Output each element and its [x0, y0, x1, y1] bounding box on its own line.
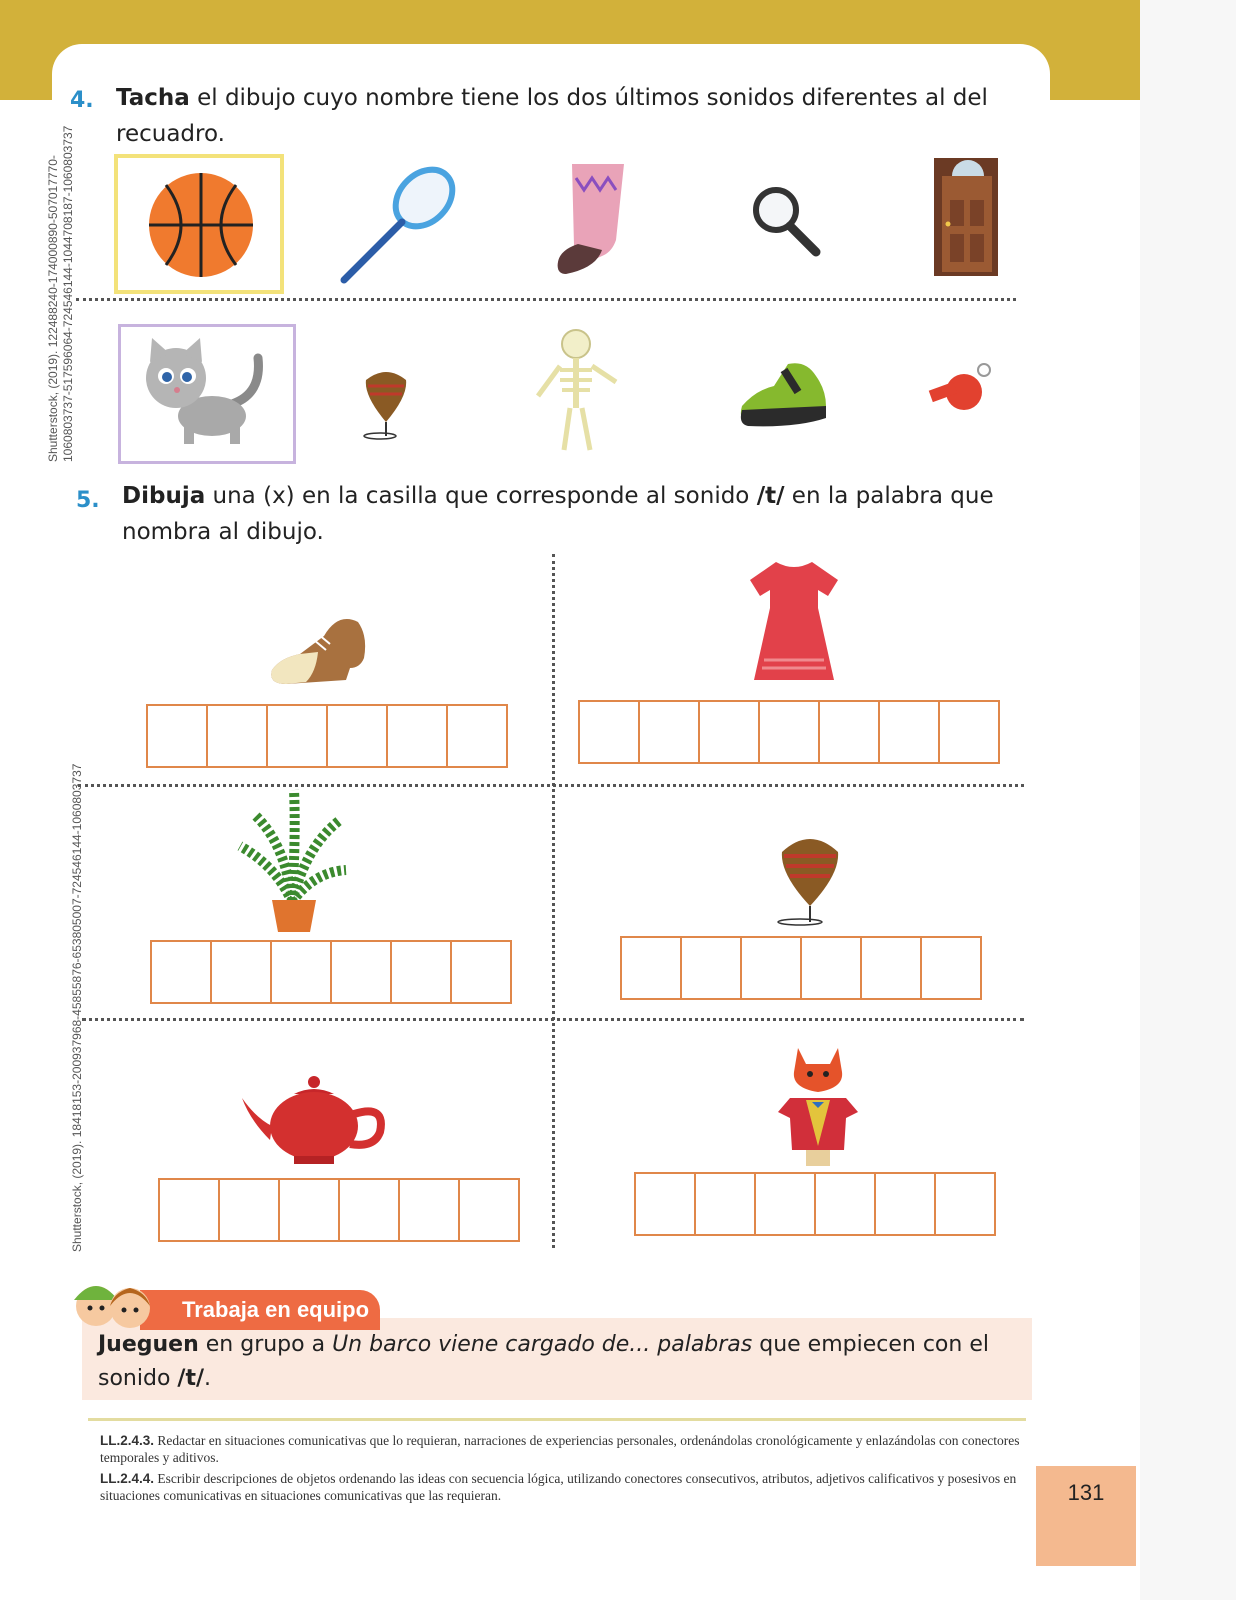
exercise-4-text: el dibujo cuyo nombre tiene los dos últimos sonidos diferentes al del recuadro. — [116, 85, 988, 147]
grid-divider-horizontal-1 — [78, 784, 1024, 787]
whistle-picture[interactable] — [928, 362, 994, 414]
magnifying-glass-picture[interactable] — [750, 186, 826, 258]
skeleton-picture[interactable] — [526, 326, 626, 456]
letter-box[interactable] — [206, 704, 268, 768]
team-work-text-before: en grupo a — [198, 1332, 333, 1357]
letter-box[interactable] — [818, 700, 880, 764]
oxford-shoe-picture[interactable] — [266, 606, 370, 690]
letter-box[interactable] — [458, 1178, 520, 1242]
team-work-label: Trabaja en equipo — [140, 1290, 380, 1330]
letter-box[interactable] — [210, 940, 272, 1004]
team-work-game: Un barco viene cargado de... palabras — [332, 1332, 753, 1357]
letter-box[interactable] — [934, 1172, 996, 1236]
standard-item — [100, 1470, 1020, 1504]
letter-box[interactable] — [874, 1172, 936, 1236]
letter-boxes-titere[interactable] — [634, 1172, 996, 1236]
image-credit-line: Shutterstock, (2019). 122488240-174000890-507017770- — [46, 155, 60, 462]
letter-box[interactable] — [578, 700, 640, 764]
fox-puppet-picture[interactable] — [766, 1042, 870, 1168]
letter-box[interactable] — [390, 940, 452, 1004]
image-credit-1 — [46, 126, 76, 462]
exercise-4-verb: Tacha — [116, 85, 190, 111]
letter-box[interactable] — [814, 1172, 876, 1236]
teapot-picture[interactable] — [240, 1074, 390, 1170]
letter-boxes-zapato[interactable] — [146, 704, 508, 768]
letter-box[interactable] — [446, 704, 508, 768]
standard-text: Redactar en situaciones comunicativas que lo requieran, narraciones de experiencias personales, ordenándolas cronológicamente y enlazándolas con conectores temporales y aditivos. — [100, 1433, 1020, 1465]
exercise-4-number: 4. — [70, 88, 94, 113]
basketball-picture[interactable] — [146, 170, 256, 280]
team-work-text-after: que empiecen con el sonido — [98, 1332, 989, 1391]
letter-box[interactable] — [398, 1178, 460, 1242]
team-work-verb: Jueguen — [98, 1332, 199, 1357]
letter-box[interactable] — [938, 700, 1000, 764]
standard-text: Escribir descripciones de objetos ordenando las ideas con secuencia lógica, utilizando conectores consecutivos, atributos, adjetivos calificativos y posesivos en situaciones comunicativas en situaciones comunicativas que las requieran. — [100, 1471, 1017, 1503]
page-number: 131 — [1036, 1466, 1136, 1566]
letter-box[interactable] — [150, 940, 212, 1004]
exercise-5-instruction — [122, 478, 1022, 550]
letter-box[interactable] — [680, 936, 742, 1000]
letter-box[interactable] — [158, 1178, 220, 1242]
letter-box[interactable] — [694, 1172, 756, 1236]
exercise-5-number: 5. — [76, 488, 100, 513]
exercise-5-sound: /t/ — [756, 483, 785, 509]
spinning-top-large-picture[interactable] — [770, 826, 850, 926]
letter-box[interactable] — [270, 940, 332, 1004]
exercise-5-text-after: en la palabra que nombra al dibujo. — [122, 483, 994, 545]
letter-box[interactable] — [860, 936, 922, 1000]
letter-box[interactable] — [634, 1172, 696, 1236]
shoe-picture[interactable] — [736, 356, 832, 432]
dress-picture[interactable] — [744, 556, 844, 686]
letter-box[interactable] — [266, 704, 328, 768]
standard-code: LL.2.4.3. — [100, 1433, 155, 1448]
letter-box[interactable] — [638, 700, 700, 764]
letter-boxes-planta[interactable] — [150, 940, 512, 1004]
letter-box[interactable] — [450, 940, 512, 1004]
letter-box[interactable] — [278, 1178, 340, 1242]
tennis-racket-picture[interactable] — [336, 158, 466, 288]
letter-box[interactable] — [338, 1178, 400, 1242]
letter-box[interactable] — [740, 936, 802, 1000]
door-picture[interactable] — [930, 154, 1002, 278]
grid-divider-vertical — [552, 554, 555, 1248]
image-credit-line: Shutterstock, (2019). 1841815​3-200937968-45855876-653805007-724546144-1060803737 — [70, 763, 84, 1252]
grid-divider-horizontal-2 — [82, 1018, 1024, 1021]
team-work-sound: /t/ — [177, 1366, 204, 1391]
exercise-5-verb: Dibuja — [122, 483, 206, 509]
letter-box[interactable] — [620, 936, 682, 1000]
image-credit-2 — [70, 764, 85, 1252]
exercise-4-instruction — [116, 80, 996, 152]
letter-box[interactable] — [386, 704, 448, 768]
footer-rule — [88, 1418, 1026, 1421]
letter-boxes-trompo[interactable] — [620, 936, 982, 1000]
boot-picture[interactable] — [552, 160, 642, 280]
standard-item — [100, 1432, 1020, 1466]
row-divider — [76, 298, 1016, 301]
letter-boxes-vestido[interactable] — [578, 700, 1000, 764]
letter-box[interactable] — [146, 704, 208, 768]
team-work-end: . — [204, 1366, 211, 1391]
letter-box[interactable] — [698, 700, 760, 764]
letter-box[interactable] — [800, 936, 862, 1000]
exercise-5-text-before: una (x) en la casilla que corresponde al sonido — [205, 483, 757, 509]
letter-box[interactable] — [754, 1172, 816, 1236]
letter-boxes-tetera[interactable] — [158, 1178, 520, 1242]
letter-box[interactable] — [330, 940, 392, 1004]
letter-box[interactable] — [218, 1178, 280, 1242]
team-work-text — [98, 1328, 998, 1396]
cat-picture[interactable] — [136, 334, 276, 454]
fern-plant-picture[interactable] — [236, 786, 350, 936]
image-credit-line: 1060803737-517596064-724546144-1044708187-1060803737 — [61, 125, 75, 462]
page-margin — [1140, 0, 1236, 1600]
kids-icon — [66, 1276, 162, 1336]
letter-box[interactable] — [920, 936, 982, 1000]
standard-code: LL.2.4.4. — [100, 1471, 155, 1486]
spinning-top-picture[interactable] — [356, 362, 416, 442]
letter-box[interactable] — [326, 704, 388, 768]
letter-box[interactable] — [758, 700, 820, 764]
letter-box[interactable] — [878, 700, 940, 764]
